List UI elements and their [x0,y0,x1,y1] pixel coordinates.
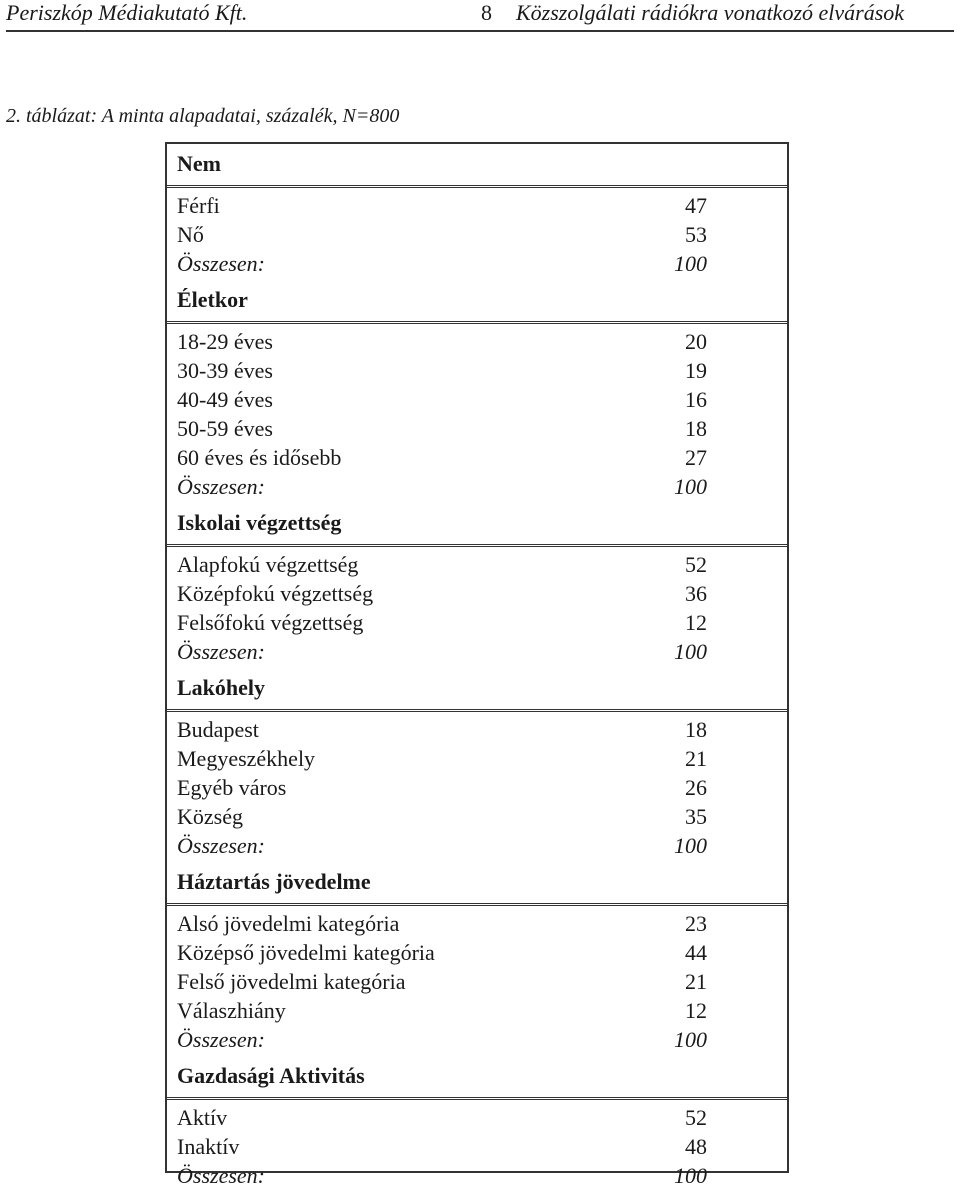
row-value: 100 [674,639,707,664]
table-row [177,967,787,996]
row-value: 100 [674,1027,707,1052]
row-value: 21 [685,746,707,771]
row-label: Alsó jövedelmi kategória [177,911,400,936]
section-divider [167,903,787,906]
row-value: 100 [674,474,707,499]
row-value: 48 [685,1134,707,1159]
table-row [177,909,787,938]
row-label: Összesen: [177,833,265,858]
table-row [177,327,787,356]
total-row [177,637,787,666]
total-row [177,1161,787,1190]
row-label: Felső jövedelmi kategória [177,969,406,994]
row-value: 18 [685,717,707,742]
section-title: Nem [177,151,221,176]
section-title: Háztartás jövedelme [177,869,371,894]
section-title: Iskolai végzettség [177,510,342,535]
table-row [177,443,787,472]
total-row [177,249,787,278]
row-value: 47 [685,193,707,218]
row-value: 100 [674,833,707,858]
row-value: 44 [685,940,707,965]
table-row [177,356,787,385]
section-title: Gazdasági Aktivitás [177,1063,365,1088]
table-row [177,1103,787,1132]
row-label: Összesen: [177,639,265,664]
row-label: 60 éves és idősebb [177,445,342,470]
row-value: 21 [685,969,707,994]
total-row [177,1025,787,1054]
table-row [177,802,787,831]
table-row [177,220,787,249]
row-value: 19 [685,358,707,383]
row-value: 53 [685,222,707,247]
row-label: 50-59 éves [177,416,273,441]
table-row [177,550,787,579]
row-value: 26 [685,775,707,800]
row-label: Összesen: [177,1163,265,1188]
section-divider [167,321,787,324]
row-label: 30-39 éves [177,358,273,383]
row-value: 18 [685,416,707,441]
row-label: Férfi [177,193,220,218]
row-label: Összesen: [177,1027,265,1052]
row-label: Válaszhiány [177,998,286,1023]
table-row [177,996,787,1025]
row-value: 12 [685,610,707,635]
row-label: Budapest [177,717,259,742]
row-value: 100 [674,251,707,276]
row-label: Megyeszékhely [177,746,316,771]
section-title: Lakóhely [177,675,266,700]
table-row [177,385,787,414]
header-company: Periszkóp Médiakutató Kft. [6,0,248,25]
section-divider [167,544,787,547]
row-label: Alapfokú végzettség [177,552,359,577]
row-value: 12 [685,998,707,1023]
table-row [177,744,787,773]
header-chapter-title: Közszolgálati rádiókra vonatkozó elvárások [516,0,905,25]
row-label: Összesen: [177,251,265,276]
section-title: Életkor [177,287,248,312]
row-value: 36 [685,581,707,606]
page-number: 8 [481,0,492,25]
table-row [177,773,787,802]
row-value: 20 [685,329,707,354]
total-row [177,831,787,860]
table-row [177,191,787,220]
table-caption: 2. táblázat: A minta alapadatai, százalék, N=800 [6,105,400,127]
table-row [177,1132,787,1161]
row-label: Középfokú végzettség [177,581,374,606]
row-value: 52 [685,552,707,577]
row-label: Egyéb város [177,775,287,800]
table-row [177,579,787,608]
table-row [177,938,787,967]
sample-table [165,142,789,1188]
row-value: 16 [685,387,707,412]
row-label: 18-29 éves [177,329,273,354]
row-value: 27 [685,445,707,470]
row-label: Község [177,804,243,829]
row-label: Inaktív [177,1134,240,1159]
row-label: Összesen: [177,474,265,499]
section-divider [167,1097,787,1100]
row-value: 100 [674,1163,707,1188]
table-row [177,715,787,744]
row-value: 35 [685,804,707,829]
row-value: 23 [685,911,707,936]
row-label: 40-49 éves [177,387,273,412]
page-header [6,0,954,32]
table-row [177,608,787,637]
row-label: Aktív [177,1105,228,1130]
section-divider [167,709,787,712]
section-divider [167,185,787,188]
total-row [177,472,787,501]
row-label: Nő [177,222,204,247]
row-value: 52 [685,1105,707,1130]
table-row [177,414,787,443]
row-label: Középső jövedelmi kategória [177,940,435,965]
row-label: Felsőfokú végzettség [177,610,364,635]
